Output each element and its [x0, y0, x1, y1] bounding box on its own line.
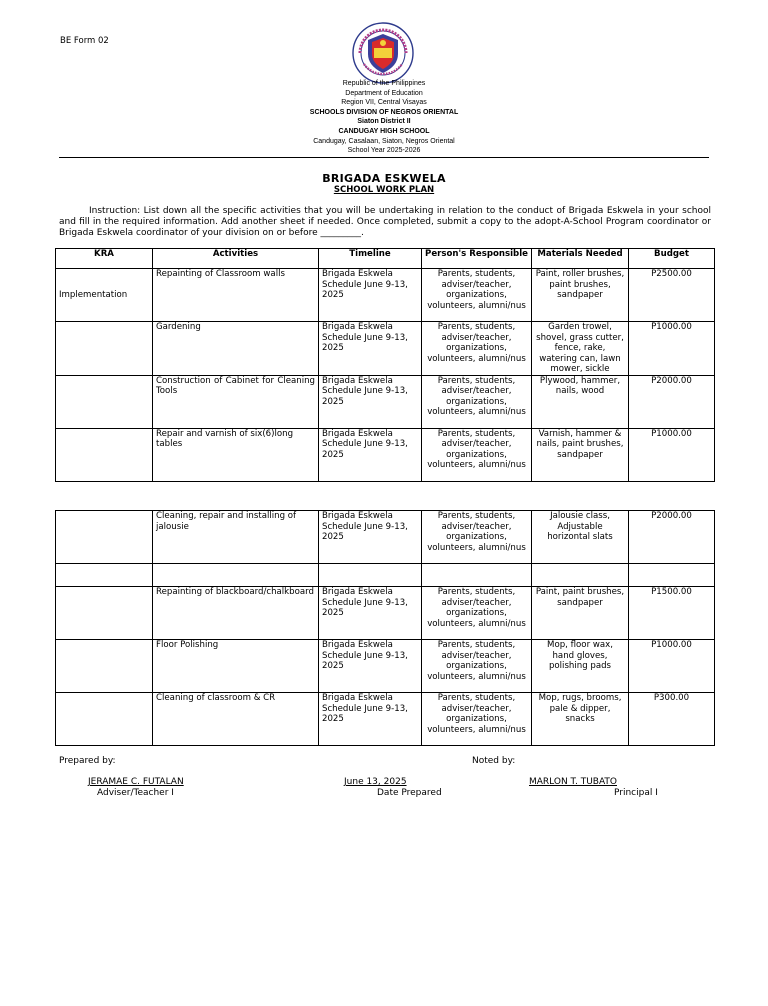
- form-code: BE Form 02: [60, 36, 109, 46]
- header-materials: Materials Needed: [532, 249, 629, 269]
- noted-by-label: Noted by:: [472, 756, 516, 766]
- budget-cell: [629, 564, 715, 587]
- kra-cell: Implementation: [56, 269, 153, 322]
- timeline-cell: [319, 564, 422, 587]
- header-line-3: Region VII, Central Visayas: [341, 99, 427, 107]
- timeline-cell: Brigada Eskwela Schedule June 9-13, 2025: [319, 428, 422, 481]
- table-row: [56, 587, 715, 640]
- activity-cell: Repainting of Classroom walls: [153, 269, 319, 322]
- header-divider: [59, 157, 709, 158]
- budget-cell: P1000.00: [629, 428, 715, 481]
- table-row: [56, 511, 715, 564]
- persons-cell: [422, 564, 532, 587]
- kra-cell: [56, 322, 153, 376]
- materials-cell: [532, 564, 629, 587]
- letterhead: [0, 79, 768, 156]
- kra-cell: [56, 375, 153, 428]
- persons-cell: Parents, students, adviser/teacher, organizations, volunteers, alumni/nus: [422, 587, 532, 640]
- budget-cell: P1500.00: [629, 587, 715, 640]
- materials-cell: Mop, rugs, brooms, pale & dipper, snacks: [532, 693, 629, 746]
- materials-cell: Garden trowel, shovel, grass cutter, fence, rake, watering can, lawn mower, sickle: [532, 322, 629, 376]
- persons-cell: Parents, students, adviser/teacher, organizations, volunteers, alumni/nus: [422, 269, 532, 322]
- header-kra: KRA: [56, 249, 153, 269]
- preparer-name: JERAMAE C. FUTALAN: [88, 777, 184, 787]
- materials-cell: Paint, paint brushes, sandpaper: [532, 587, 629, 640]
- header-line-2: Department of Education: [345, 89, 423, 97]
- persons-cell: Parents, students, adviser/teacher, organizations, volunteers, alumni/nus: [422, 428, 532, 481]
- timeline-cell: Brigada Eskwela Schedule June 9-13, 2025: [319, 587, 422, 640]
- date-prepared-value: June 13, 2025: [344, 777, 407, 787]
- materials-cell: Varnish, hammer & nails, paint brushes, sandpaper: [532, 428, 629, 481]
- kra-cell: [56, 587, 153, 640]
- preparer-title: Adviser/Teacher I: [97, 788, 174, 798]
- budget-cell: P1000.00: [629, 640, 715, 693]
- table-row: [56, 322, 715, 376]
- kra-cell: [56, 428, 153, 481]
- activity-cell: Cleaning of classroom & CR: [153, 693, 319, 746]
- header-school: CANDUGAY HIGH SCHOOL: [338, 127, 430, 135]
- header-school-year: School Year 2025-2026: [347, 147, 421, 155]
- noter-name: MARLON T. TUBATO: [529, 777, 617, 787]
- kra-cell: [56, 640, 153, 693]
- activity-cell: Floor Polishing: [153, 640, 319, 693]
- header-address: Candugay, Casalaan, Siaton, Negros Oriental: [313, 137, 455, 145]
- persons-cell: Parents, students, adviser/teacher, organizations, volunteers, alumni/nus: [422, 640, 532, 693]
- header-activities: Activities: [153, 249, 319, 269]
- activity-cell: Cleaning, repair and installing of jalousie: [153, 511, 319, 564]
- timeline-cell: Brigada Eskwela Schedule June 9-13, 2025: [319, 375, 422, 428]
- timeline-cell: Brigada Eskwela Schedule June 9-13, 2025: [319, 640, 422, 693]
- timeline-cell: Brigada Eskwela Schedule June 9-13, 2025: [319, 269, 422, 322]
- header-timeline: Timeline: [319, 249, 422, 269]
- materials-cell: Jalousie class, Adjustable horizontal slats: [532, 511, 629, 564]
- timeline-cell: Brigada Eskwela Schedule June 9-13, 2025: [319, 322, 422, 376]
- header-division: SCHOOLS DIVISION OF NEGROS ORIENTAL: [309, 108, 459, 116]
- activity-cell: Gardening: [153, 322, 319, 376]
- header-district: Siaton District II: [357, 118, 411, 126]
- timeline-cell: Brigada Eskwela Schedule June 9-13, 2025: [319, 511, 422, 564]
- header-line-1: Republic of the Philippines: [342, 80, 426, 87]
- document-subtitle: SCHOOL WORK PLAN: [333, 185, 435, 195]
- table-row: [56, 640, 715, 693]
- activity-cell: [153, 564, 319, 587]
- kra-cell: [56, 511, 153, 564]
- table-row: [56, 269, 715, 322]
- header-persons: Person's Responsible: [422, 249, 532, 269]
- persons-cell: Parents, students, adviser/teacher, organizations, volunteers, alumni/nus: [422, 375, 532, 428]
- header-budget: Budget: [629, 249, 715, 269]
- table-row: [56, 564, 715, 587]
- kra-cell: [56, 693, 153, 746]
- activity-cell: Construction of Cabinet for Cleaning Tools: [153, 375, 319, 428]
- materials-cell: Paint, roller brushes, paint brushes, sandpaper: [532, 269, 629, 322]
- table-row: [56, 375, 715, 428]
- kra-cell: [56, 564, 153, 587]
- budget-cell: P2500.00: [629, 269, 715, 322]
- table-header-row: [56, 249, 715, 269]
- persons-cell: Parents, students, adviser/teacher, organizations, volunteers, alumni/nus: [422, 511, 532, 564]
- work-plan-table-2: [55, 510, 715, 746]
- materials-cell: Plywood, hammer, nails, wood: [532, 375, 629, 428]
- timeline-cell: Brigada Eskwela Schedule June 9-13, 2025: [319, 693, 422, 746]
- work-plan-table-1: [55, 248, 715, 482]
- budget-cell: P2000.00: [629, 511, 715, 564]
- persons-cell: Parents, students, adviser/teacher, organizations, volunteers, alumni/nus: [422, 693, 532, 746]
- activity-cell: Repainting of blackboard/chalkboard: [153, 587, 319, 640]
- table-row: [56, 693, 715, 746]
- deped-seal-icon: [352, 22, 414, 84]
- budget-cell: P300.00: [629, 693, 715, 746]
- table-row: [56, 428, 715, 481]
- budget-cell: P2000.00: [629, 375, 715, 428]
- materials-cell: Mop, floor wax, hand gloves, polishing pads: [532, 640, 629, 693]
- activity-cell: Repair and varnish of six(6)long tables: [153, 428, 319, 481]
- persons-cell: Parents, students, adviser/teacher, organizations, volunteers, alumni/nus: [422, 322, 532, 376]
- prepared-by-label: Prepared by:: [59, 756, 116, 766]
- date-prepared-label: Date Prepared: [377, 788, 442, 798]
- budget-cell: P1000.00: [629, 322, 715, 376]
- document-title: BRIGADA ESKWELA: [322, 172, 446, 185]
- noter-title: Principal I: [614, 788, 658, 798]
- instruction-text: Instruction: List down all the specific activities that you will be undertaking in relation to the conduct of Brigada Eskwela in your school and fill in the required information. Add another sheet if needed. Once completed, submit a copy to the adopt-A-School Program coordinator or Brigada Eskwela coordinator of your division on or before _________.: [59, 206, 711, 238]
